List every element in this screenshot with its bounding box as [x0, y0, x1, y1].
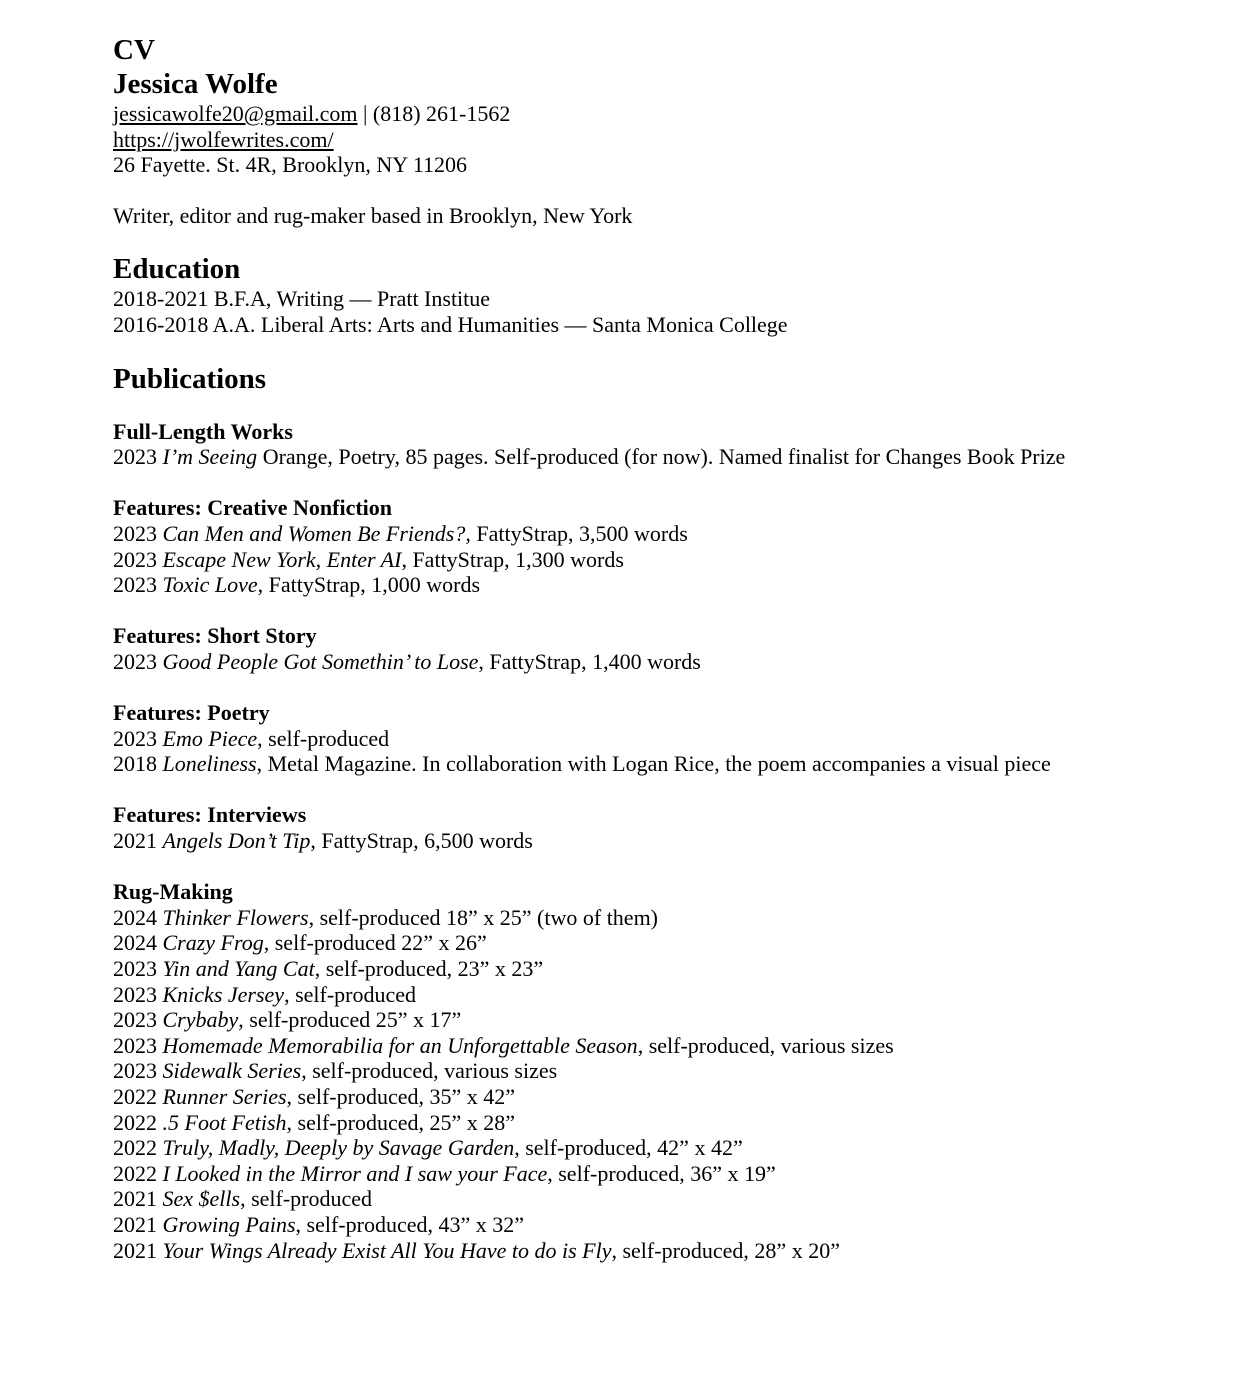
poetry-heading: Features: Poetry [113, 700, 270, 726]
phone-number: (818) 261-1562 [372, 101, 511, 126]
rug-entry: 2023 Knicks Jersey, self-produced [113, 981, 417, 1007]
work-title: Escape New York, Enter AI [162, 546, 402, 572]
cv-document [113, 33, 1113, 1263]
publication-entry: 2023 Toxic Love, FattyStrap, 1,000 words [113, 572, 481, 598]
work-title: Crazy Frog [162, 930, 264, 956]
rug-entry: 2021 Your Wings Already Exist All You Have to do is Fly, self-produced, 28” x 20” [113, 1237, 840, 1263]
work-title: Angels Don’t Tip [162, 828, 311, 854]
work-title: Sidewalk Series [162, 1058, 302, 1084]
document-title: CV [113, 34, 155, 66]
creative-nonfiction-heading: Features: Creative Nonfiction [113, 495, 393, 521]
publication-entry: 2023 Emo Piece, self-produced [113, 725, 390, 751]
address: 26 Fayette. St. 4R, Brooklyn, NY 11206 [113, 152, 468, 178]
rug-making-heading: Rug-Making [113, 879, 233, 905]
work-title: Toxic Love [162, 572, 258, 598]
work-title: Good People Got Somethin’ to Lose [162, 648, 479, 674]
work-title: Can Men and Women Be Friends?, [162, 520, 471, 546]
interviews-heading: Features: Interviews [113, 802, 307, 828]
work-title: Truly, Madly, Deeply by Savage Garden [162, 1135, 515, 1161]
work-title: .5 Foot Fetish [162, 1109, 287, 1135]
work-title: Emo Piece [162, 725, 258, 751]
short-story-heading: Features: Short Story [113, 623, 317, 649]
education-entry: 2016-2018 A.A. Liberal Arts: Arts and Humanities — Santa Monica College [113, 311, 788, 337]
publication-entry: 2021 Angels Don’t Tip, FattyStrap, 6,500 words [113, 828, 533, 854]
work-title: Sex $ells [162, 1186, 241, 1212]
bio: Writer, editor and rug-maker based in Brooklyn, New York [113, 202, 633, 228]
contact-separator: | [357, 101, 373, 126]
rug-entry: 2021 Sex $ells, self-produced [113, 1186, 373, 1212]
publications-heading: Publications [113, 362, 267, 395]
full-length-heading: Full-Length Works [113, 418, 293, 444]
work-title: Thinker Flowers [162, 904, 309, 930]
author-name: Jessica Wolfe [113, 68, 278, 100]
work-title: Yin and Yang Cat [162, 956, 315, 982]
rug-entry: 2023 Crybaby, self-produced 25” x 17” [113, 1007, 462, 1033]
publication-entry: 2023 I’m Seeing Orange, Poetry, 85 pages. Self-produced (for now). Named finalist for Changes Book Prize [113, 444, 1066, 470]
rug-entry: 2023 Sidewalk Series, self-produced, various sizes [113, 1058, 558, 1084]
work-title: Runner Series [162, 1084, 287, 1109]
rug-entry: 2021 Growing Pains, self-produced, 43” x 32” [113, 1211, 525, 1237]
education-entry: 2018-2021 B.F.A, Writing — Pratt Institue [113, 286, 491, 312]
contact-line [113, 101, 1113, 127]
rug-entry: 2022 .5 Foot Fetish, self-produced, 25” x 28” [113, 1109, 516, 1135]
work-title: I’m Seeing [162, 444, 258, 470]
rug-entry: 2022 Runner Series, self-produced, 35” x 42” [113, 1084, 516, 1109]
rug-entry: 2023 Yin and Yang Cat, self-produced, 23” x 23” [113, 956, 544, 982]
work-title: I Looked in the Mirror and I saw your Face [162, 1160, 548, 1186]
rug-entry: 2024 Thinker Flowers, self-produced 18” x 25” (two of them) [113, 904, 659, 930]
work-title: Homemade Memorabilia for an Unforgettable Season [162, 1032, 638, 1058]
work-title: Crybaby [162, 1007, 239, 1033]
rug-entry: 2022 Truly, Madly, Deeply by Savage Garden, self-produced, 42” x 42” [113, 1135, 743, 1161]
work-title: Loneliness [162, 751, 257, 777]
publication-entry: 2023 Escape New York, Enter AI, FattyStrap, 1,300 words [113, 546, 624, 572]
rug-entry: 2023 Homemade Memorabilia for an Unforgettable Season, self-produced, various sizes [113, 1032, 894, 1058]
publication-entry: 2023 Can Men and Women Be Friends?, FattyStrap, 3,500 words [113, 520, 688, 546]
work-title: Knicks Jersey [162, 981, 285, 1007]
publication-entry: 2023 Good People Got Somethin’ to Lose, FattyStrap, 1,400 words [113, 648, 701, 674]
work-title: Your Wings Already Exist All You Have to do is Fly [162, 1237, 612, 1263]
work-title: Growing Pains [162, 1211, 296, 1237]
website-line [113, 127, 1113, 153]
education-heading: Education [113, 253, 241, 286]
email-link[interactable]: jessicawolfe20@gmail.com [113, 101, 358, 126]
rug-entry: 2024 Crazy Frog, self-produced 22” x 26” [113, 930, 487, 956]
publication-entry: 2018 Loneliness, Metal Magazine. In collaboration with Logan Rice, the poem accompanies a visual piece [113, 751, 1051, 777]
rug-entry: 2022 I Looked in the Mirror and I saw your Face, self-produced, 36” x 19” [113, 1160, 776, 1186]
website-link[interactable]: https://jwolfewrites.com/ [113, 126, 334, 152]
